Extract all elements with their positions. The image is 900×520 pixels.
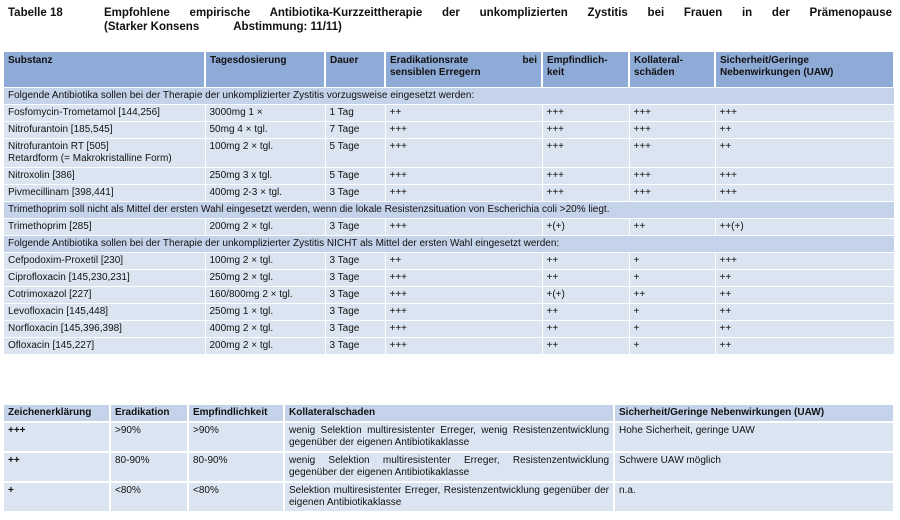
cell-dauer: 5 Tage xyxy=(325,168,385,185)
cell-erad: ++ xyxy=(385,253,542,270)
table-header-row xyxy=(4,52,894,88)
cell-erad: +++ xyxy=(385,168,542,185)
cell-erad: ++ xyxy=(385,105,542,122)
header-eradikationsrate xyxy=(385,52,542,88)
cell-empf: +++ xyxy=(542,185,629,202)
cell-empf: +++ xyxy=(542,122,629,139)
cell-dauer: 1 Tag xyxy=(325,105,385,122)
cell-substanz: Cefpodoxim-Proxetil [230] xyxy=(4,253,205,270)
legend-header-eradikation: Eradikation xyxy=(110,405,188,422)
header-sicherheit xyxy=(715,52,894,88)
header-sich-a: Sicherheit/Geringe xyxy=(720,55,809,66)
legend-header-row xyxy=(4,405,894,422)
header-substanz: Substanz xyxy=(4,52,205,88)
cell-koll: + xyxy=(629,338,715,355)
table-row xyxy=(4,139,894,168)
cell-dauer: 3 Tage xyxy=(325,253,385,270)
caption-title: Empfohlene empirische Antibiotika-Kurzzeittherapie der unkomplizierten Zystitis bei Frauen in der Prämenopause xyxy=(104,7,892,19)
section-row xyxy=(4,88,894,105)
cell-substanz-line1: Nitrofurantoin RT [505] xyxy=(8,141,109,152)
header-koll-a: Kollateral- xyxy=(634,55,683,66)
cell-dosis: 200mg 2 × tgl. xyxy=(205,219,325,236)
legend-row xyxy=(4,482,894,511)
cell-dosis: 250mg 2 × tgl. xyxy=(205,270,325,287)
header-erad-a: Eradikationsrate xyxy=(390,55,469,66)
cell-empf: +(+) xyxy=(542,219,629,236)
cell-koll: +++ xyxy=(629,139,715,168)
legend-cell-sich: n.a. xyxy=(614,482,894,511)
cell-erad: +++ xyxy=(385,139,542,168)
cell-dauer: 3 Tage xyxy=(325,338,385,355)
cell-sich: +++ xyxy=(715,185,894,202)
table-row xyxy=(4,105,894,122)
cell-erad: +++ xyxy=(385,287,542,304)
cell-koll: +++ xyxy=(629,122,715,139)
header-sich-b: Nebenwirkungen (UAW) xyxy=(720,67,834,78)
cell-dosis: 100mg 2 × tgl. xyxy=(205,253,325,270)
cell-empf: +++ xyxy=(542,105,629,122)
table-row xyxy=(4,253,894,270)
cell-substanz: Nitrofurantoin [185,545] xyxy=(4,122,205,139)
cell-substanz: Pivmecillinam [398,441] xyxy=(4,185,205,202)
legend-cell-sich: Hohe Sicherheit, geringe UAW xyxy=(614,422,894,452)
cell-koll: ++ xyxy=(629,287,715,304)
table-row xyxy=(4,219,894,236)
consensus-text: (Starker Konsens xyxy=(104,21,200,33)
legend-cell-zeichen: +++ xyxy=(4,422,110,452)
legend-header-empfindlichkeit: Empfindlichkeit xyxy=(188,405,284,422)
cell-dosis: 160/800mg 2 × tgl. xyxy=(205,287,325,304)
cell-dosis: 200mg 2 × tgl. xyxy=(205,338,325,355)
cell-empf: ++ xyxy=(542,270,629,287)
cell-empf: +(+) xyxy=(542,287,629,304)
cell-dosis: 50mg 4 × tgl. xyxy=(205,122,325,139)
cell-substanz: Fosfomycin-Trometamol [144,256] xyxy=(4,105,205,122)
legend-header-kollateralschaden: Kollateralschaden xyxy=(284,405,614,422)
caption-consensus xyxy=(104,20,376,34)
cell-dosis: 400mg 2-3 × tgl. xyxy=(205,185,325,202)
cell-substanz: Cotrimoxazol [227] xyxy=(4,287,205,304)
vote-text: Abstimmung: 11/11) xyxy=(233,21,342,33)
legend-cell-erad: 80-90% xyxy=(110,452,188,482)
cell-sich: ++(+) xyxy=(715,219,894,236)
cell-empf: +++ xyxy=(542,139,629,168)
legend-header-zeichen: Zeichenerklärung xyxy=(4,405,110,422)
section-row xyxy=(4,236,894,253)
cell-sich: ++ xyxy=(715,270,894,287)
cell-koll: + xyxy=(629,253,715,270)
cell-koll: +++ xyxy=(629,105,715,122)
table-row xyxy=(4,338,894,355)
table-row xyxy=(4,185,894,202)
cell-substanz: Trimethoprim [285] xyxy=(4,219,205,236)
legend-row xyxy=(4,452,894,482)
cell-koll: +++ xyxy=(629,168,715,185)
cell-sich: ++ xyxy=(715,122,894,139)
section-heading: Folgende Antibiotika sollen bei der Therapie der unkomplizierter Zystitis vorzugsweise eingesetzt werden: xyxy=(4,88,894,105)
cell-dauer: 3 Tage xyxy=(325,219,385,236)
cell-koll: + xyxy=(629,270,715,287)
cell-dosis: 250mg 1 × tgl. xyxy=(205,304,325,321)
cell-sich: +++ xyxy=(715,168,894,185)
cell-erad: +++ xyxy=(385,270,542,287)
cell-empf: ++ xyxy=(542,304,629,321)
header-koll-b: schäden xyxy=(634,67,675,78)
cell-substanz: Norfloxacin [145,396,398] xyxy=(4,321,205,338)
cell-substanz: Ciprofloxacin [145,230,231] xyxy=(4,270,205,287)
cell-empf: +++ xyxy=(542,168,629,185)
cell-sich: ++ xyxy=(715,321,894,338)
cell-erad: +++ xyxy=(385,338,542,355)
cell-substanz-line2: Retardform (= Makrokristalline Form) xyxy=(8,153,172,164)
cell-empf: ++ xyxy=(542,253,629,270)
cell-erad: +++ xyxy=(385,304,542,321)
cell-dauer: 7 Tage xyxy=(325,122,385,139)
header-tagesdosierung: Tagesdosierung xyxy=(205,52,325,88)
section-row xyxy=(4,202,894,219)
cell-koll: + xyxy=(629,321,715,338)
cell-dosis: 250mg 3 x tgl. xyxy=(205,168,325,185)
cell-empf: ++ xyxy=(542,338,629,355)
section-heading: Folgende Antibiotika sollen bei der Therapie der unkomplizierter Zystitis NICHT als Mittel der ersten Wahl eingesetzt werden: xyxy=(4,236,894,253)
cell-substanz: Ofloxacin [145,227] xyxy=(4,338,205,355)
cell-empf: ++ xyxy=(542,321,629,338)
cell-koll: +++ xyxy=(629,185,715,202)
cell-sich: ++ xyxy=(715,338,894,355)
cell-dauer: 3 Tage xyxy=(325,304,385,321)
table-row xyxy=(4,122,894,139)
table-row xyxy=(4,270,894,287)
header-empf-a: Empfindlich- xyxy=(547,55,608,66)
cell-substanz: Levofloxacin [145,448] xyxy=(4,304,205,321)
cell-dosis: 3000mg 1 × xyxy=(205,105,325,122)
table-row xyxy=(4,304,894,321)
cell-dauer: 3 Tage xyxy=(325,321,385,338)
cell-dauer: 3 Tage xyxy=(325,270,385,287)
cell-erad: +++ xyxy=(385,321,542,338)
legend-row xyxy=(4,422,894,452)
antibiotics-table xyxy=(4,52,895,354)
header-empf-b: keit xyxy=(547,67,565,78)
legend-cell-koll: Selektion multiresistenter Erreger, Resistenzentwicklung gegenüber der eigenen Antibiotikaklasse xyxy=(284,482,614,511)
legend-cell-erad: <80% xyxy=(110,482,188,511)
header-dauer: Dauer xyxy=(325,52,385,88)
legend-cell-empf: <80% xyxy=(188,482,284,511)
legend-cell-sich: Schwere UAW möglich xyxy=(614,452,894,482)
cell-dauer: 3 Tage xyxy=(325,185,385,202)
caption-label: Tabelle 18 xyxy=(8,7,63,19)
legend-cell-erad: >90% xyxy=(110,422,188,452)
cell-erad: +++ xyxy=(385,122,542,139)
legend-cell-empf: 80-90% xyxy=(188,452,284,482)
header-erad-b: bei xyxy=(522,55,537,66)
section-heading: Trimethoprim soll nicht als Mittel der ersten Wahl eingesetzt werden, wenn die lokale Resistenzsituation von Escherichia coli >20% liegt. xyxy=(4,202,894,219)
cell-erad: +++ xyxy=(385,219,542,236)
table-row xyxy=(4,287,894,304)
cell-sich: ++ xyxy=(715,304,894,321)
table-row xyxy=(4,321,894,338)
cell-dauer: 3 Tage xyxy=(325,287,385,304)
table-row xyxy=(4,168,894,185)
legend-table xyxy=(4,405,895,511)
cell-dosis: 100mg 2 × tgl. xyxy=(205,139,325,168)
cell-substanz xyxy=(4,139,205,168)
cell-erad: +++ xyxy=(385,185,542,202)
header-empfindlichkeit xyxy=(542,52,629,88)
cell-sich: +++ xyxy=(715,105,894,122)
legend-cell-zeichen: + xyxy=(4,482,110,511)
legend-cell-koll: wenig Selektion multiresistenter Erreger, Resistenzentwicklung gegenüber der eigenen Antibiotikaklasse xyxy=(284,452,614,482)
cell-koll: ++ xyxy=(629,219,715,236)
cell-substanz: Nitroxolin [386] xyxy=(4,168,205,185)
legend-header-sicherheit: Sicherheit/Geringe Nebenwirkungen (UAW) xyxy=(614,405,894,422)
legend-cell-empf: >90% xyxy=(188,422,284,452)
cell-dosis: 400mg 2 × tgl. xyxy=(205,321,325,338)
legend-cell-koll: wenig Selektion multiresistenter Erreger, wenig Resistenzentwicklung gegenüber der eigenen Antibiotikaklasse xyxy=(284,422,614,452)
legend-cell-zeichen: ++ xyxy=(4,452,110,482)
cell-dauer: 5 Tage xyxy=(325,139,385,168)
header-erad-c: sensiblen Erregern xyxy=(390,67,481,78)
header-kollateralschaeden xyxy=(629,52,715,88)
cell-sich: ++ xyxy=(715,287,894,304)
cell-sich: ++ xyxy=(715,139,894,168)
cell-sich: +++ xyxy=(715,253,894,270)
cell-koll: + xyxy=(629,304,715,321)
